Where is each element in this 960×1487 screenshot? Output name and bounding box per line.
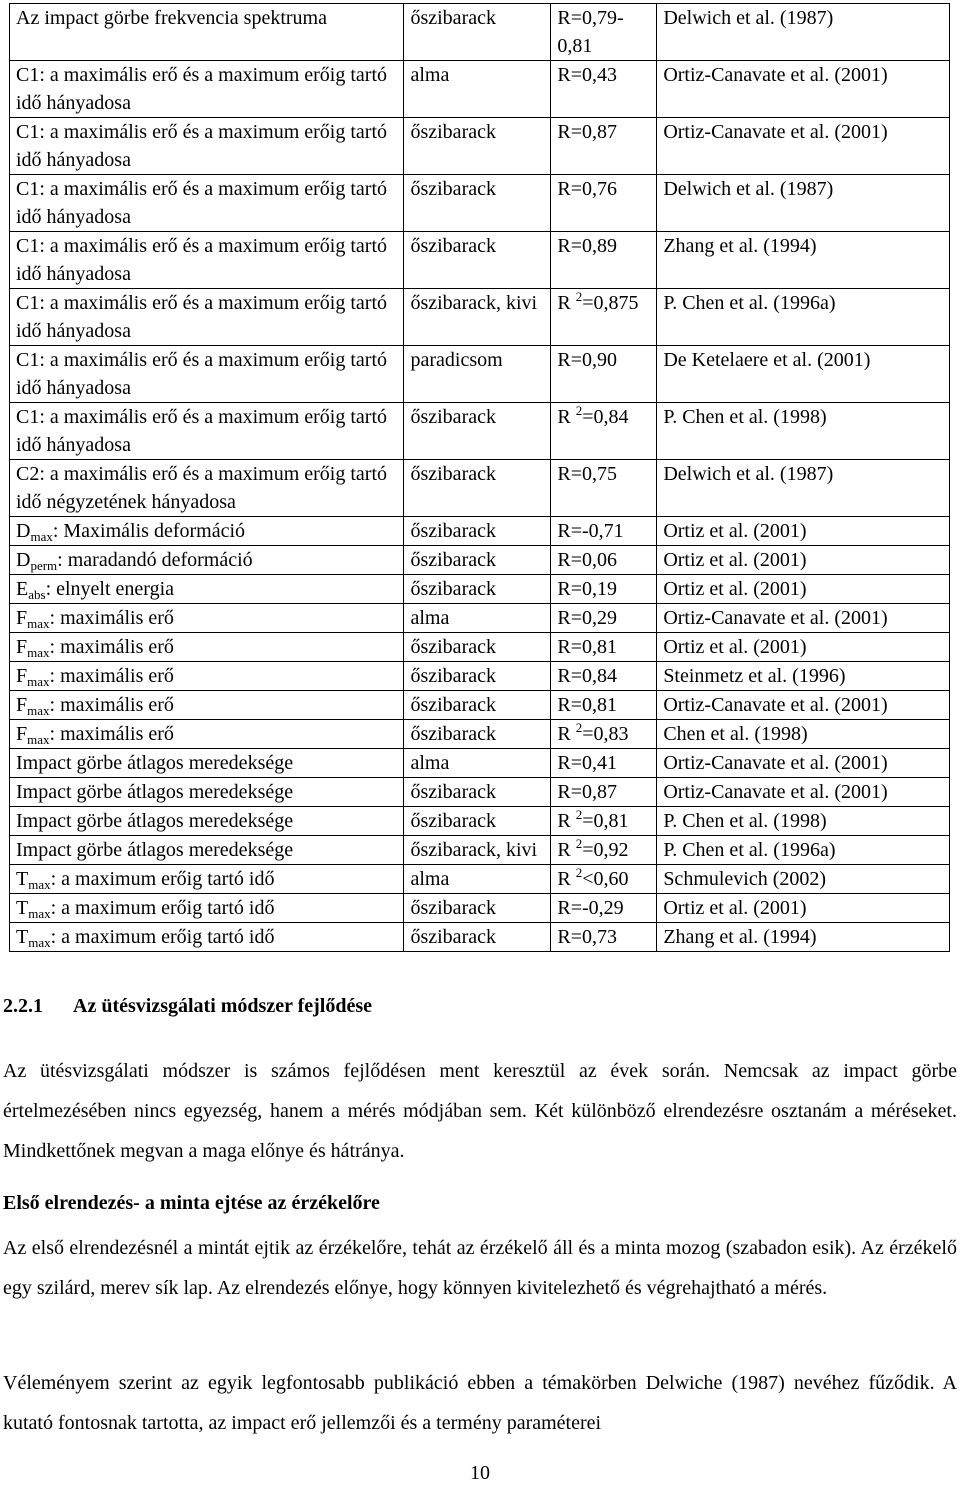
correlation-value: =0,875 xyxy=(582,292,639,314)
property-text: Impact görbe átlagos meredeksége xyxy=(16,839,294,861)
correlation-superscript: 2 xyxy=(575,836,583,851)
correlation-cell: R=0,87 xyxy=(551,778,657,807)
fruit-cell: őszibarack xyxy=(404,4,551,61)
reference-cell: P. Chen et al. (1996a) xyxy=(657,836,950,865)
property-subscript: max xyxy=(27,732,50,747)
property-text: Impact görbe átlagos meredeksége xyxy=(16,781,294,803)
table-row xyxy=(10,289,950,346)
reference-cell: P. Chen et al. (1998) xyxy=(657,403,950,460)
reference-cell: Ortiz-Canavate et al. (2001) xyxy=(657,691,950,720)
correlation-cell: R=0,29 xyxy=(551,604,657,633)
property-symbol: T xyxy=(16,897,29,919)
property-text: Impact görbe átlagos meredeksége xyxy=(16,752,294,774)
property-text: C1: a maximális erő és a maximum erőig tartó idő hányadosa xyxy=(16,292,388,342)
correlation-cell: R=0,84 xyxy=(551,662,657,691)
correlation-cell xyxy=(551,403,657,460)
correlation-superscript: 2 xyxy=(575,865,583,880)
correlation-superscript: 2 xyxy=(575,807,583,822)
table-row xyxy=(10,61,950,118)
fruit-cell: őszibarack xyxy=(404,546,551,575)
fruit-cell: őszibarack xyxy=(404,691,551,720)
correlation-prefix: R xyxy=(557,868,576,890)
fruit-cell: őszibarack xyxy=(404,403,551,460)
property-cell xyxy=(10,923,404,952)
correlation-cell xyxy=(551,865,657,894)
property-symbol: F xyxy=(16,607,28,629)
property-subscript: abs xyxy=(28,587,46,602)
property-text: C2: a maximális erő és a maximum erőig tartó idő négyzetének hányadosa xyxy=(16,463,388,513)
reference-cell: Ortiz et al. (2001) xyxy=(657,575,950,604)
property-text: C1: a maximális erő és a maximum erőig tartó idő hányadosa xyxy=(16,406,388,456)
fruit-cell: alma xyxy=(404,865,551,894)
fruit-cell: őszibarack xyxy=(404,460,551,517)
section-title: Az ütésvizsgálati módszer fejlődése xyxy=(73,995,373,1017)
property-text: Impact görbe átlagos meredeksége xyxy=(16,810,294,832)
fruit-cell: őszibarack xyxy=(404,720,551,749)
reference-cell: Delwich et al. (1987) xyxy=(657,4,950,61)
fruit-cell: őszibarack xyxy=(404,633,551,662)
table-row xyxy=(10,232,950,289)
property-symbol: E xyxy=(16,578,29,600)
table-row xyxy=(10,865,950,894)
property-cell xyxy=(10,4,404,61)
property-subscript: max xyxy=(28,906,51,921)
property-text: C1: a maximális erő és a maximum erőig tartó idő hányadosa xyxy=(16,178,388,228)
paragraph-1: Az ütésvizsgálati módszer is számos fejlődésen ment keresztül az évek során. Nemcsak az impact görbe értelmezésében nincs egyezség, hanem a mérés módjában sem. Két különböző elrendezésre osztanám a méréseket. Mindkettőnek megvan a maga előnye és hátránya. xyxy=(3,1060,957,1162)
property-cell xyxy=(10,604,404,633)
correlation-cell: R=0,43 xyxy=(551,61,657,118)
property-cell xyxy=(10,575,404,604)
table-row xyxy=(10,4,950,61)
fruit-cell: őszibarack xyxy=(404,778,551,807)
page-number: 10 xyxy=(470,1462,490,1484)
table-row xyxy=(10,517,950,546)
property-cell xyxy=(10,460,404,517)
reference-cell: Zhang et al. (1994) xyxy=(657,232,950,289)
reference-cell: Ortiz-Canavate et al. (2001) xyxy=(657,749,950,778)
fruit-cell: őszibarack xyxy=(404,923,551,952)
table-row xyxy=(10,720,950,749)
property-subscript: max xyxy=(27,645,50,660)
table-row xyxy=(10,575,950,604)
property-symbol: F xyxy=(16,636,28,658)
property-text: : maximális erő xyxy=(49,607,174,629)
reference-cell: Ortiz-Canavate et al. (2001) xyxy=(657,61,950,118)
correlation-cell: R=-0,29 xyxy=(551,894,657,923)
property-cell xyxy=(10,836,404,865)
table-row xyxy=(10,807,950,836)
property-subscript: max xyxy=(27,703,50,718)
property-cell xyxy=(10,232,404,289)
correlation-value: =0,81 xyxy=(582,810,629,832)
table-row xyxy=(10,691,950,720)
correlation-superscript: 2 xyxy=(575,403,583,418)
fruit-cell: alma xyxy=(404,749,551,778)
property-symbol: F xyxy=(16,723,28,745)
table-row xyxy=(10,460,950,517)
table-row xyxy=(10,346,950,403)
property-text: C1: a maximális erő és a maximum erőig tartó idő hányadosa xyxy=(16,235,388,285)
table-row xyxy=(10,923,950,952)
reference-cell: De Ketelaere et al. (2001) xyxy=(657,346,950,403)
property-cell xyxy=(10,691,404,720)
property-cell xyxy=(10,118,404,175)
reference-cell: Ortiz-Canavate et al. (2001) xyxy=(657,604,950,633)
property-cell xyxy=(10,633,404,662)
section-heading xyxy=(3,995,372,1018)
reference-cell: Ortiz-Canavate et al. (2001) xyxy=(657,778,950,807)
property-cell xyxy=(10,289,404,346)
property-cell xyxy=(10,517,404,546)
fruit-cell: őszibarack xyxy=(404,807,551,836)
property-symbol: D xyxy=(16,520,31,542)
property-cell xyxy=(10,175,404,232)
correlation-cell xyxy=(551,836,657,865)
correlation-cell: R=0,79-0,81 xyxy=(551,4,657,61)
correlation-prefix: R xyxy=(557,839,576,861)
subheading: Első elrendezés- a minta ejtése az érzékelőre xyxy=(3,1192,380,1214)
property-text: C1: a maximális erő és a maximum erőig tartó idő hányadosa xyxy=(16,349,388,399)
fruit-cell: paradicsom xyxy=(404,346,551,403)
table-row xyxy=(10,403,950,460)
correlation-value: =0,83 xyxy=(582,723,629,745)
correlation-cell: R=0,87 xyxy=(551,118,657,175)
property-text: : a maximum erőig tartó idő xyxy=(50,897,275,919)
property-symbol: T xyxy=(16,926,29,948)
paragraph-3: Véleményem szerint az egyik legfontosabb publikáció ebben a témakörben Delwiche (1987) nevéhez fűződik. A kutató fontosnak tartotta, az impact erő jellemzői és a termény paraméterei xyxy=(3,1372,957,1434)
correlation-prefix: R xyxy=(557,723,576,745)
fruit-cell: őszibarack xyxy=(404,894,551,923)
correlation-cell: R=0,73 xyxy=(551,923,657,952)
correlation-prefix: R xyxy=(557,810,576,832)
reference-cell: P. Chen et al. (1996a) xyxy=(657,289,950,346)
property-symbol: T xyxy=(16,868,29,890)
property-subscript: max xyxy=(27,616,50,631)
reference-cell: Ortiz-Canavate et al. (2001) xyxy=(657,118,950,175)
property-text: : maximális erő xyxy=(49,665,174,687)
property-text: : Maximális deformáció xyxy=(52,520,246,542)
correlation-cell: R=0,41 xyxy=(551,749,657,778)
reference-cell: Ortiz et al. (2001) xyxy=(657,894,950,923)
fruit-cell: őszibarack xyxy=(404,175,551,232)
property-text: Az impact görbe frekvencia spektruma xyxy=(16,7,327,29)
table-row xyxy=(10,894,950,923)
property-cell xyxy=(10,720,404,749)
reference-cell: Delwich et al. (1987) xyxy=(657,460,950,517)
property-text: : a maximum erőig tartó idő xyxy=(50,926,275,948)
fruit-cell: őszibarack, kivi xyxy=(404,836,551,865)
table-row xyxy=(10,749,950,778)
correlation-value: <0,60 xyxy=(582,868,629,890)
reference-cell: Schmulevich (2002) xyxy=(657,865,950,894)
property-cell xyxy=(10,662,404,691)
correlation-superscript: 2 xyxy=(575,289,583,304)
table-body xyxy=(10,4,950,952)
correlation-table xyxy=(9,3,950,952)
fruit-cell: alma xyxy=(404,604,551,633)
correlation-cell: R=0,81 xyxy=(551,633,657,662)
property-subscript: max xyxy=(27,674,50,689)
property-symbol: F xyxy=(16,694,28,716)
property-cell xyxy=(10,865,404,894)
table-row xyxy=(10,633,950,662)
property-text: C1: a maximális erő és a maximum erőig tartó idő hányadosa xyxy=(16,121,388,171)
table-row xyxy=(10,175,950,232)
reference-cell: Zhang et al. (1994) xyxy=(657,923,950,952)
property-text: : maximális erő xyxy=(49,636,174,658)
reference-cell: Steinmetz et al. (1996) xyxy=(657,662,950,691)
property-symbol: D xyxy=(16,549,31,571)
property-cell xyxy=(10,61,404,118)
fruit-cell: őszibarack xyxy=(404,575,551,604)
property-text: : maradandó deformáció xyxy=(57,549,253,571)
correlation-cell: R=0,75 xyxy=(551,460,657,517)
table-row xyxy=(10,778,950,807)
correlation-prefix: R xyxy=(557,406,576,428)
reference-cell: Ortiz et al. (2001) xyxy=(657,546,950,575)
property-text: : maximális erő xyxy=(49,694,174,716)
correlation-cell: R=0,06 xyxy=(551,546,657,575)
correlation-cell: R=0,89 xyxy=(551,232,657,289)
property-subscript: max xyxy=(28,935,51,950)
property-text: : a maximum erőig tartó idő xyxy=(50,868,275,890)
fruit-cell: őszibarack xyxy=(404,662,551,691)
correlation-superscript: 2 xyxy=(575,720,583,735)
reference-cell: Ortiz et al. (2001) xyxy=(657,517,950,546)
correlation-cell xyxy=(551,720,657,749)
property-subscript: perm xyxy=(30,558,58,573)
correlation-cell: R=-0,71 xyxy=(551,517,657,546)
table-row xyxy=(10,118,950,175)
correlation-cell xyxy=(551,289,657,346)
property-cell xyxy=(10,546,404,575)
correlation-cell: R=0,19 xyxy=(551,575,657,604)
correlation-cell: R=0,90 xyxy=(551,346,657,403)
reference-cell: Ortiz et al. (2001) xyxy=(657,633,950,662)
reference-cell: Delwich et al. (1987) xyxy=(657,175,950,232)
correlation-value: =0,92 xyxy=(582,839,629,861)
paragraph-2: Az első elrendezésnél a mintát ejtik az érzékelőre, tehát az érzékelő áll és a minta mozog (szabadon esik). Az érzékelő egy szilárd, merev sík lap. Az elrendezés előnye, hogy könnyen kivitelezhető és végrehajtható a mérés. xyxy=(3,1237,957,1299)
property-cell xyxy=(10,403,404,460)
property-subscript: max xyxy=(30,529,53,544)
correlation-prefix: R xyxy=(557,292,576,314)
correlation-value: =0,84 xyxy=(582,406,629,428)
table-row xyxy=(10,662,950,691)
reference-cell: P. Chen et al. (1998) xyxy=(657,807,950,836)
fruit-cell: őszibarack xyxy=(404,232,551,289)
property-cell xyxy=(10,346,404,403)
correlation-cell: R=0,81 xyxy=(551,691,657,720)
property-text: : maximális erő xyxy=(49,723,174,745)
reference-cell: Chen et al. (1998) xyxy=(657,720,950,749)
property-cell xyxy=(10,807,404,836)
table-row xyxy=(10,836,950,865)
property-symbol: F xyxy=(16,665,28,687)
fruit-cell: őszibarack xyxy=(404,118,551,175)
fruit-cell: alma xyxy=(404,61,551,118)
property-text: : elnyelt energia xyxy=(45,578,175,600)
fruit-cell: őszibarack xyxy=(404,517,551,546)
table-row xyxy=(10,546,950,575)
correlation-cell: R=0,76 xyxy=(551,175,657,232)
property-cell xyxy=(10,778,404,807)
correlation-cell xyxy=(551,807,657,836)
property-subscript: max xyxy=(28,877,51,892)
section-number: 2.2.1 xyxy=(3,995,43,1017)
fruit-cell: őszibarack, kivi xyxy=(404,289,551,346)
property-cell xyxy=(10,894,404,923)
property-text: C1: a maximális erő és a maximum erőig tartó idő hányadosa xyxy=(16,64,388,114)
table-row xyxy=(10,604,950,633)
property-cell xyxy=(10,749,404,778)
